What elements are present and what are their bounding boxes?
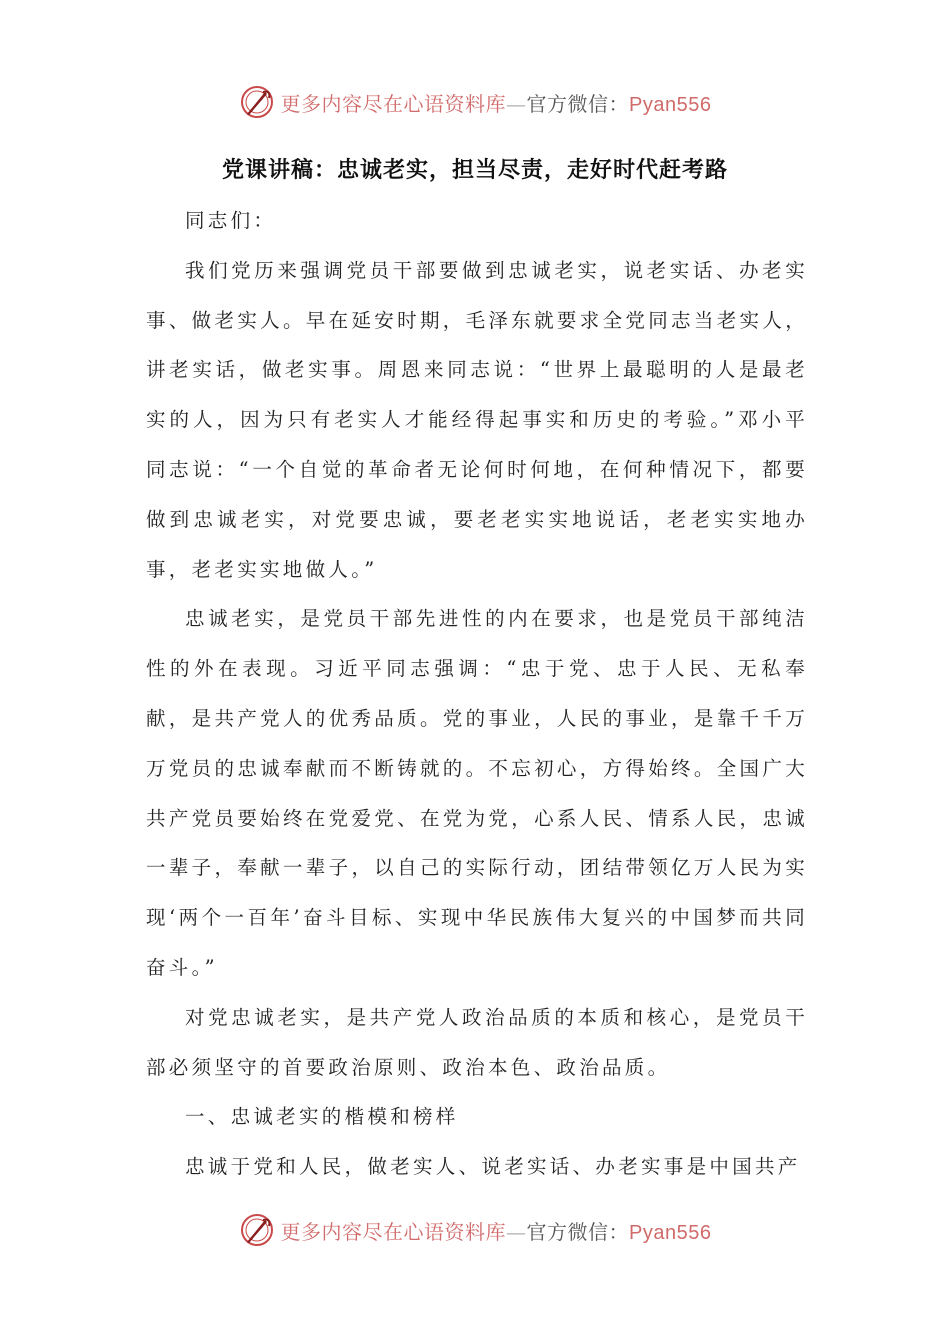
body-paragraph: 忠诚于党和人民，做老实人、说老实话、办老实事是中国共产 [185, 1155, 801, 1179]
body-paragraph: 忠诚老实，是党员干部先进性的内在要求，也是党员干部纯洁性的外在表现。习近平同志强调：“忠于党、忠于人民、无私奉献，是共产党人的优秀品质。党的事业，人民的事业，是靠千千万万党员的忠诚奉献而不断铸就的。不忘初心，方得始终。全国广大共产党员要始终在党爱党、在党为党，心系人民、情系人民，忠诚一辈子，奉献一辈子，以自己的实际行动，团结带领亿万人民为实现‘两个一百年’奋斗目标、实现中华民族伟大复兴的中国梦而共同奋斗。” [146, 607, 808, 979]
body-paragraph: 对党忠诚老实，是共产党人政治品质的本质和核心，是党员干部必须坚守的首要政治原则、政治本色、政治品质。 [146, 1005, 808, 1079]
watermark-footer [0, 1208, 950, 1252]
watermark-separator: — [506, 1219, 527, 1244]
watermark-brand: 更多内容尽在心语资料库 [280, 91, 507, 116]
watermark-official-label: 官方微信： [526, 91, 630, 116]
watermark-text [281, 88, 712, 117]
watermark-official-label: 官方微信： [526, 1219, 630, 1244]
section-heading: 一、忠诚老实的楷模和榜样 [185, 1105, 459, 1129]
watermark-header [0, 80, 950, 124]
watermark-text [281, 1216, 712, 1245]
quill-pen-logo-icon [239, 84, 275, 120]
document-title: 党课讲稿：忠诚老实，担当尽责，走好时代赶考路 [221, 157, 728, 183]
document-body [146, 196, 808, 1192]
body-paragraph: 我们党历来强调党员干部要做到忠诚老实，说老实话、办老实事、做老实人。早在延安时期，毛泽东就要求全党同志当老实人，讲老实话，做老实事。周恩来同志说：“世界上最聪明的人是最老实的人，因为只有老实人才能经得起事实和历史的考验。”邓小平同志说：“一个自觉的革命者无论何时何地，在何种情况下，都要做到忠诚老实，对党要忠诚，要老老实实地说话，老老实实地办事，老老实实地做人。” [146, 258, 808, 581]
watermark-separator: — [506, 91, 527, 116]
watermark-wechat-id: Pyan556 [629, 93, 712, 116]
quill-pen-logo-icon [239, 1212, 275, 1248]
watermark-wechat-id: Pyan556 [629, 1221, 712, 1244]
watermark-brand: 更多内容尽在心语资料库 [280, 1219, 507, 1244]
salutation: 同志们： [185, 209, 277, 232]
